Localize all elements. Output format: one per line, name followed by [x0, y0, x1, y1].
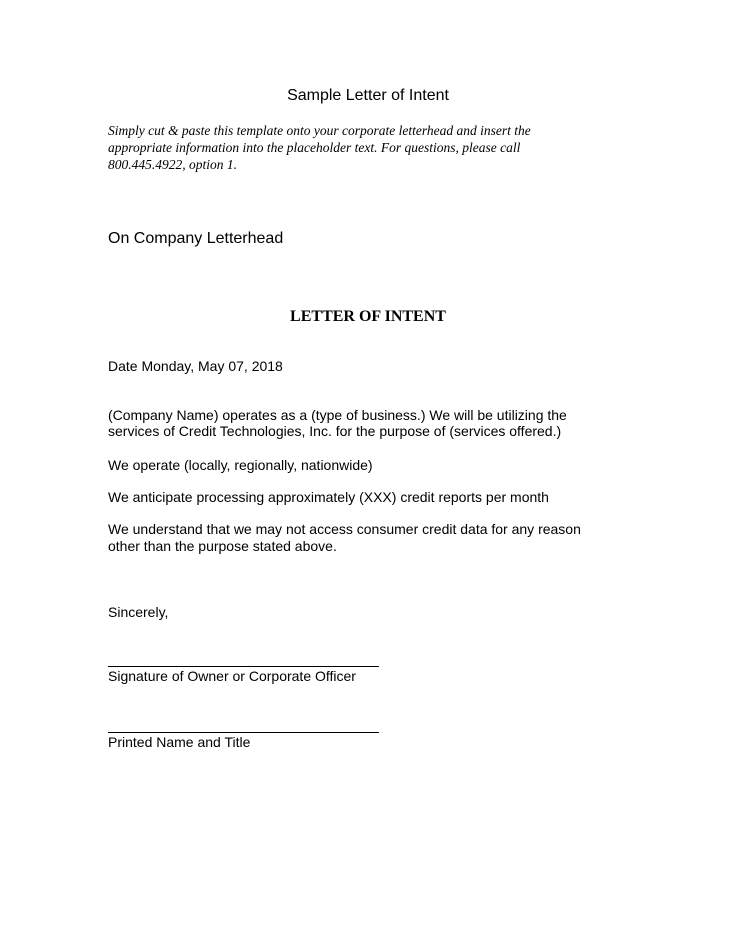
printed-name-label: Printed Name and Title [108, 734, 251, 750]
paragraph-1-line-1: (Company Name) operates as a (type of business.) We will be utilizing the [108, 407, 567, 423]
signature-label: Signature of Owner or Corporate Officer [108, 668, 356, 684]
date-line: Date Monday, May 07, 2018 [108, 358, 283, 374]
closing: Sincerely, [108, 604, 169, 620]
instructions-text [108, 122, 588, 173]
document-title: Sample Letter of Intent [287, 87, 449, 104]
instructions-line-2: appropriate information into the placeholder text. For questions, please call [108, 140, 521, 155]
instructions-line-1: Simply cut & paste this template onto your corporate letterhead and insert the [108, 123, 531, 138]
paragraph-4-line-2: other than the purpose stated above. [108, 538, 337, 554]
paragraph-4-line-1: We understand that we may not access consumer credit data for any reason [108, 521, 581, 537]
letter-heading: LETTER OF INTENT [290, 308, 446, 325]
letterhead-label: On Company Letterhead [108, 230, 284, 247]
printed-name-line [108, 732, 379, 733]
signature-line [108, 666, 379, 667]
paragraph-1-line-2: services of Credit Technologies, Inc. for the purpose of (services offered.) [108, 423, 562, 439]
paragraph-2: We operate (locally, regionally, nationwide) [108, 457, 373, 473]
paragraph-3: We anticipate processing approximately (XXX) credit reports per month [108, 489, 549, 505]
instructions-line-3: 800.445.4922, option 1. [108, 157, 238, 172]
